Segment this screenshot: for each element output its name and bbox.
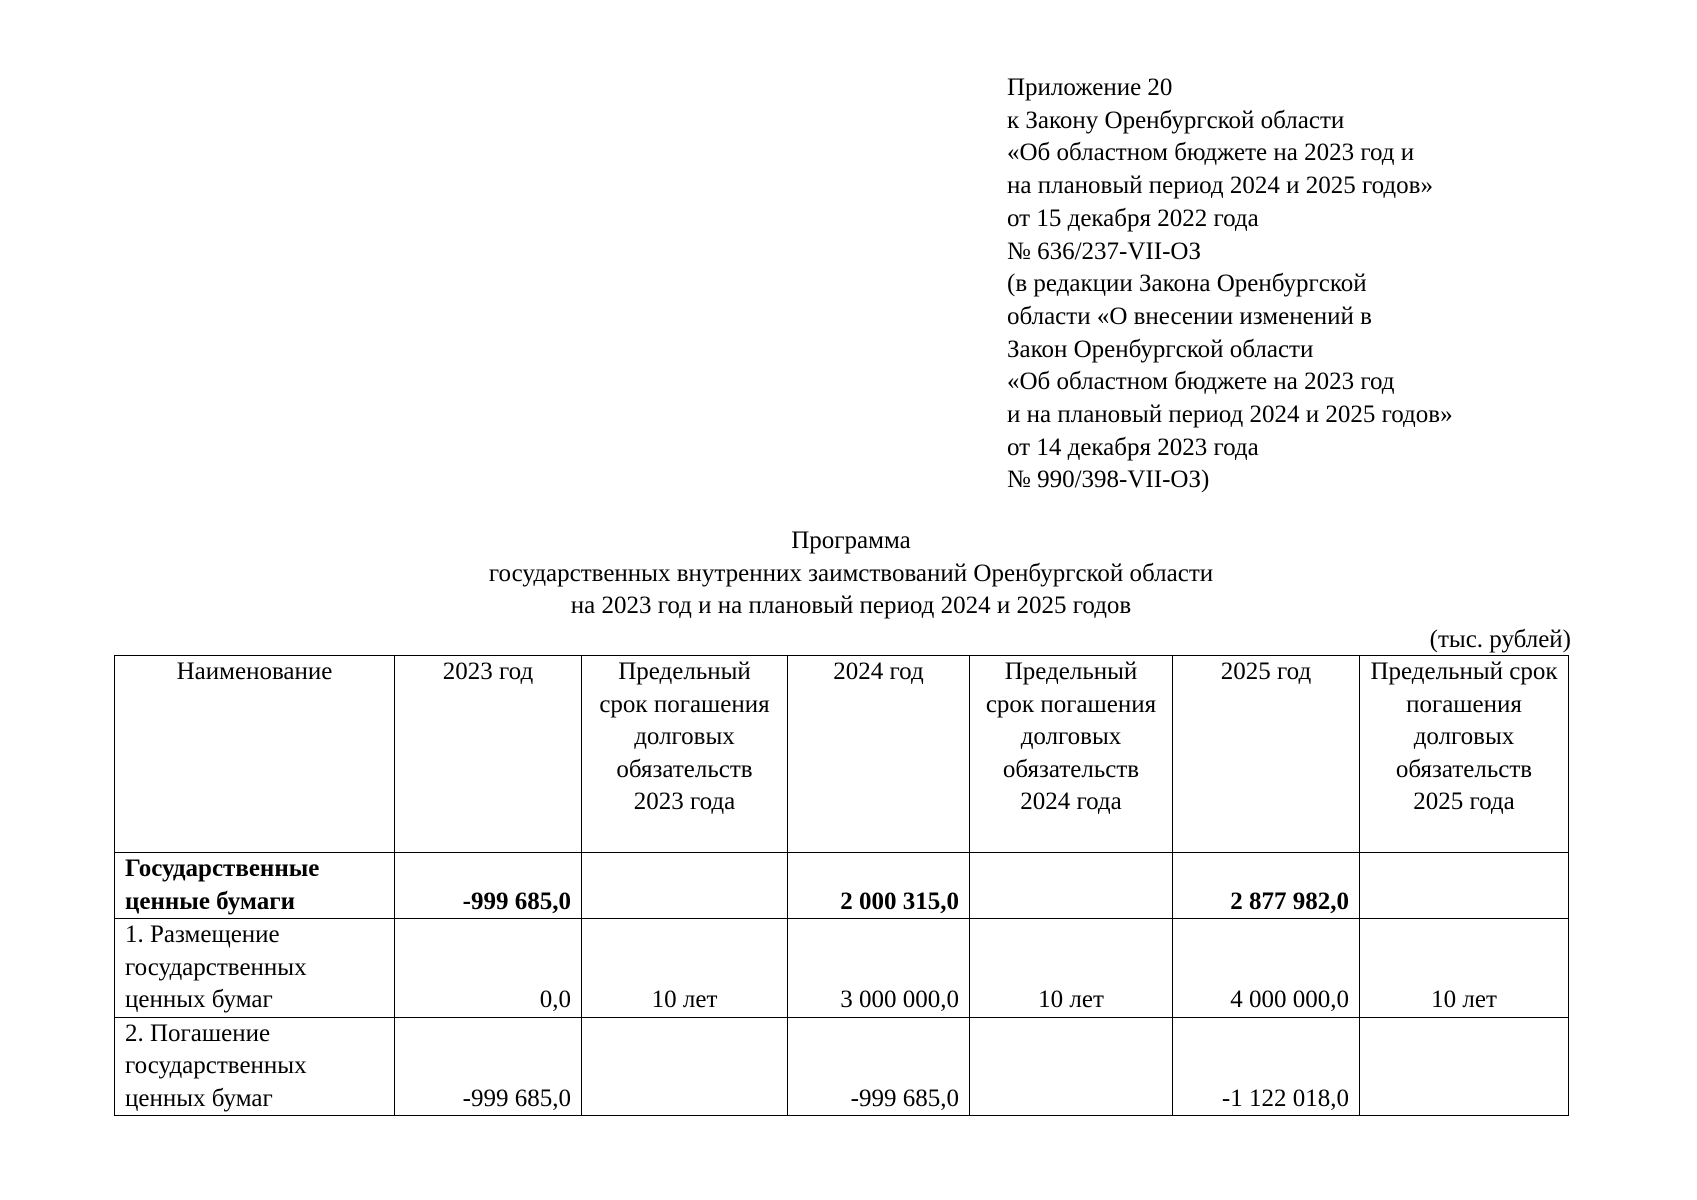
appendix-line: от 15 декабря 2022 года	[1007, 204, 1259, 232]
appendix-line: Закон Оренбургской области	[1007, 335, 1314, 363]
term-2024: 10 лет	[970, 919, 1173, 1018]
appendix-line: № 636/237-VII-ОЗ	[1007, 237, 1201, 265]
table-row	[115, 1017, 1569, 1116]
value-2025: 4 000 000,0	[1173, 919, 1360, 1018]
header-term-2025-text: Предельный срок погашения долговых обязательств 2025 года	[1370, 658, 1558, 815]
value-2025: -1 122 018,0	[1173, 1017, 1360, 1116]
term-2023	[582, 853, 788, 919]
value-2023: -999 685,0	[395, 1017, 582, 1116]
header-term-2025	[1360, 656, 1569, 853]
appendix-line: «Об областном бюджете на 2023 год и	[1007, 139, 1415, 167]
appendix-line: (в редакции Закона Оренбургской	[1007, 270, 1367, 298]
header-name: Наименование	[115, 656, 395, 853]
value-2024: 2 000 315,0	[788, 853, 970, 919]
header-2024: 2024 год	[788, 656, 970, 853]
appendix-line: Приложение 20	[1007, 74, 1173, 101]
header-2023: 2023 год	[395, 656, 582, 853]
term-2023	[582, 1017, 788, 1116]
units-note: (тыс. рублей)	[1429, 626, 1571, 653]
borrowing-program-table	[114, 655, 1569, 1116]
header-term-2024-text: Предельный срок погашения долговых обязательств 2024 года	[985, 658, 1157, 815]
appendix-line: области «О внесении изменений в	[1007, 302, 1372, 330]
row-name: 2. Погашение государственных ценных бумаг	[115, 1017, 395, 1116]
row-name: Государственные ценные бумаги	[115, 853, 395, 919]
header-2025: 2025 год	[1173, 656, 1360, 853]
table-row	[115, 853, 1569, 919]
appendix-header	[1007, 72, 1647, 497]
header-term-2023	[582, 656, 788, 853]
value-2025: 2 877 982,0	[1173, 853, 1360, 919]
value-2023: -999 685,0	[395, 853, 582, 919]
term-2023: 10 лет	[582, 919, 788, 1018]
table-row	[115, 919, 1569, 1018]
document-title	[110, 525, 1592, 623]
header-term-2023-text: Предельный срок погашения долговых обязательств 2023 года	[599, 658, 770, 815]
term-2024	[970, 853, 1173, 919]
row-name: 1. Размещение государственных ценных бумаг	[115, 919, 395, 1018]
appendix-line: и на плановый период 2024 и 2025 годов»	[1007, 401, 1453, 429]
term-2025	[1360, 1017, 1569, 1116]
title-line: государственных внутренних заимствований Оренбургской области	[488, 559, 1214, 587]
term-2025: 10 лет	[1360, 919, 1569, 1018]
appendix-line: на плановый период 2024 и 2025 годов»	[1007, 172, 1433, 200]
title-line: на 2023 год и на плановый период 2024 и 2025 годов	[570, 592, 1132, 619]
appendix-line: к Закону Оренбургской области	[1007, 106, 1345, 134]
appendix-line: «Об областном бюджете на 2023 год	[1007, 368, 1395, 396]
appendix-line: от 14 декабря 2023 года	[1007, 433, 1259, 461]
title-line: Программа	[791, 527, 911, 554]
term-2024	[970, 1017, 1173, 1116]
term-2025	[1360, 853, 1569, 919]
value-2024: -999 685,0	[788, 1017, 970, 1116]
header-term-2024	[970, 656, 1173, 853]
appendix-line: № 990/398-VII-ОЗ)	[1007, 466, 1210, 494]
value-2024: 3 000 000,0	[788, 919, 970, 1018]
table-header-row	[115, 656, 1569, 853]
value-2023: 0,0	[395, 919, 582, 1018]
